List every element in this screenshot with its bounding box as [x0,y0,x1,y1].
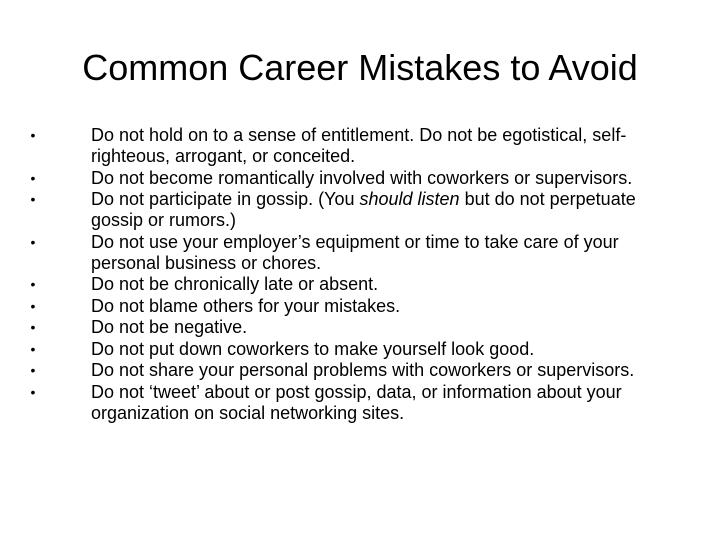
list-item-text-part: but do not perpetuate gossip or rumors.) [91,189,636,230]
bullet-icon: • [30,169,36,186]
list-item-text: Do not hold on to a sense of entitlement. Do not be egotistical, self-righteous, arrogant, or conceited. [91,125,627,166]
list-item-text: Do not become romantically involved with coworkers or supervisors. [91,167,633,188]
list-item-text: Do not use your employer’s equipment or time to take care of your personal business or chores. [91,231,619,273]
list-item-text: Do not blame others for your mistakes. [91,295,401,316]
list-item-text: Do not be negative. [91,317,248,337]
slide-title: Common Career Mistakes to Avoid [82,47,638,88]
list-item-text: Do not put down coworkers to make yourself look good. [91,338,535,359]
list-item [20,232,690,274]
bullet-icon: • [30,383,36,400]
list-item [20,274,690,295]
list-item-text [91,189,690,231]
bullet-icon: • [30,362,36,378]
bullet-icon: • [30,340,36,357]
list-item-text: Do not ‘tweet’ about or post gossip, data, or information about your organization on social networking sites. [91,381,622,423]
bullet-icon: • [30,319,36,335]
list-item-emphasis: should listen [359,189,460,209]
list-item [20,189,690,231]
list-item-text: Do not share your personal problems with coworkers or supervisors. [91,360,635,380]
bullet-icon: • [30,127,36,143]
list-item-text-part: Do not participate in gossip. (You [91,189,360,209]
list-item [20,125,690,167]
bullet-icon: • [30,233,36,250]
list-item [20,382,690,424]
list-item [20,317,690,338]
list-item [20,360,690,381]
bullet-icon: • [30,191,36,207]
bullet-list [20,125,690,424]
list-item [20,339,690,360]
bullet-icon: • [30,276,36,292]
list-item [20,168,690,189]
list-item-text: Do not be chronically late or absent. [91,274,379,294]
bullet-icon: • [30,297,36,314]
list-item [20,296,690,317]
